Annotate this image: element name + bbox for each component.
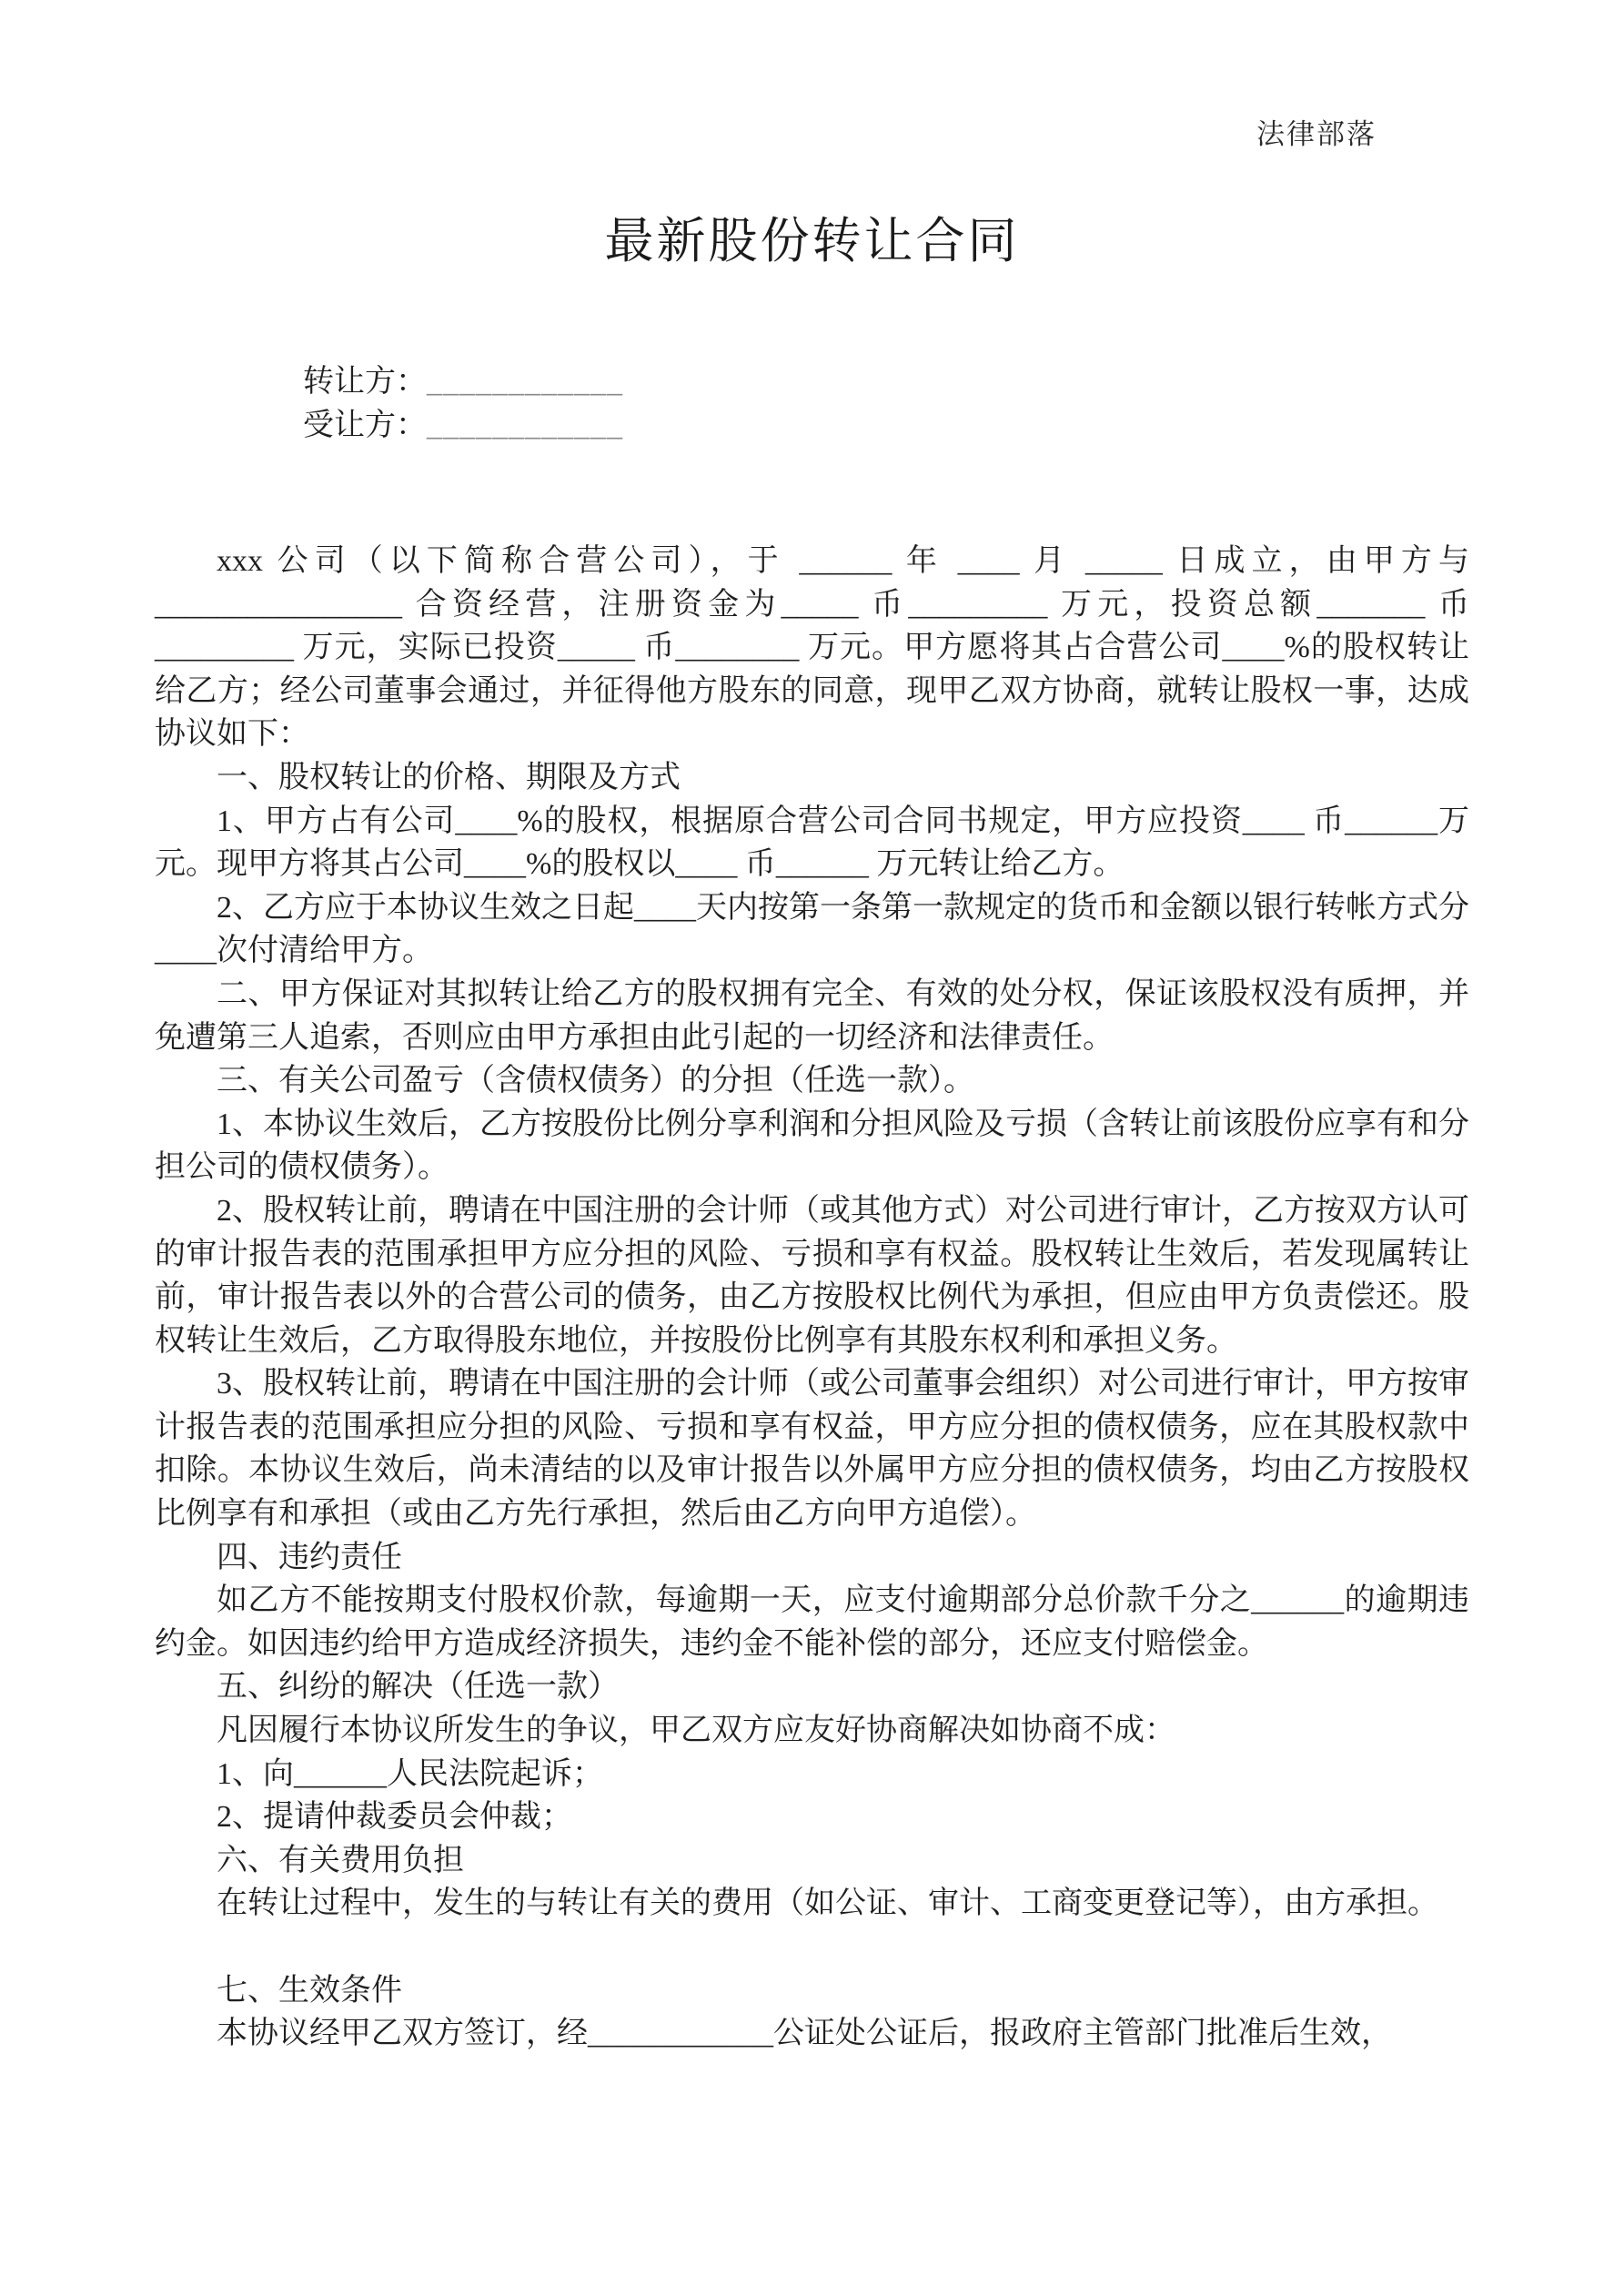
header-watermark: 法律部落 bbox=[1256, 118, 1377, 150]
section-5-heading: 五、纠纷的解决（任选一款） bbox=[217, 1670, 619, 1704]
section-7-body: 本协议经甲乙双方签订，经____________公证处公证后，报政府主管部门批准后生效， bbox=[217, 2017, 1392, 2051]
section-4-heading: 四、违约责任 bbox=[217, 1540, 402, 1574]
party-row bbox=[303, 360, 623, 404]
section-1-clause-2: 2、乙方应于本协议生效之日起____天内按第一条第一款规定的货币和金额以银行转帐方式分____次付清给甲方。 bbox=[155, 890, 1469, 968]
party-blank-line: ____________ bbox=[427, 365, 623, 399]
section-1-heading: 一、股权转让的价格、期限及方式 bbox=[217, 760, 681, 794]
section-6-body: 在转让过程中，发生的与转让有关的费用（如公证、审计、工商变更登记等），由方承担。 bbox=[217, 1886, 1438, 1921]
party-blank-line: ____________ bbox=[427, 409, 623, 442]
party-row bbox=[303, 404, 623, 448]
section-7-heading: 七、生效条件 bbox=[217, 1973, 402, 2008]
contract-body bbox=[155, 540, 1469, 2056]
section-6-heading: 六、有关费用负担 bbox=[217, 1843, 464, 1877]
section-3-clause-1: 1、本协议生效后，乙方按股份比例分享利润和分担风险及亏损（含转让前该股份应享有和分担公司的债权债务）。 bbox=[155, 1107, 1469, 1185]
party-label: 转让方： bbox=[303, 365, 427, 399]
parties-block bbox=[303, 360, 623, 448]
section-3-clause-3: 3、股权转让前，聘请在中国注册的会计师（或公司董事会组织）对公司进行审计，甲方按审计报告表的范围承担应分担的风险、亏损和享有权益，甲方应分担的债权债务，应在其股权款中扣除。本协议生效后，尚未清结的以及审计报告以外属甲方应分担的债权债务，均由乙方按股权比例享有和承担（或由乙方先行承担，然后由乙方向甲方追偿）。 bbox=[155, 1367, 1469, 1532]
section-5-option-1: 1、向______人民法院起诉； bbox=[217, 1756, 603, 1791]
section-3-heading: 三、有关公司盈亏（含债权债务）的分担（任选一款）。 bbox=[217, 1064, 974, 1098]
section-1-clause-1: 1、甲方占有公司____%的股权，根据原合营公司合同书规定，甲方应投资____ 币______万元。现甲方将其占公司____%的股权以____ 币______ 万元转让给乙方。 bbox=[155, 804, 1469, 882]
section-3-clause-2: 2、股权转让前，聘请在中国注册的会计师（或其他方式）对公司进行审计，乙方按双方认可的审计报告表的范围承担甲方应分担的风险、亏损和享有权益。股权转让生效后，若发现属转让前，审计报告表以外的合营公司的债务，由乙方按股权比例代为承担，但应由甲方负责偿还。股权转让生效后，乙方取得股东地位，并按股份比例享有其股东权利和承担义务。 bbox=[155, 1193, 1469, 1358]
party-label: 受让方： bbox=[303, 409, 427, 442]
section-2: 二、甲方保证对其拟转让给乙方的股权拥有完全、有效的处分权，保证该股权没有质押，并免遭第三人追索，否则应由甲方承担由此引起的一切经济和法律责任。 bbox=[155, 976, 1469, 1055]
section-4-body: 如乙方不能按期支付股权价款，每逾期一天，应支付逾期部分总价款千分之______的逾期违约金。如因违约给甲方造成经济损失，违约金不能补偿的部分，还应支付赔偿金。 bbox=[155, 1583, 1469, 1661]
blank-line-spacer bbox=[155, 1926, 1469, 1969]
section-5-intro: 凡因履行本协议所发生的争议，甲乙双方应友好协商解决如协商不成： bbox=[217, 1714, 1175, 1748]
preamble: xxx 公司（以下简称合营公司），于 ______ 年 ____ 月 _____ 日成立，由甲方与________________ 合资经营，注册资金为_____ 币_________ 万元，投资总额_______ 币_________ 万元，实际已投资_____ 币________ 万元。甲方愿将其占合营公司____%的股权转让给乙方；经公司董事会通过，并征得他方股东的同意，现甲乙双方协商，就转让股权一事，达成协议如下： bbox=[155, 544, 1469, 752]
document-title: 最新股份转让合同 bbox=[604, 214, 1020, 268]
section-5-option-2: 2、提请仲裁委员会仲裁； bbox=[217, 1800, 572, 1835]
